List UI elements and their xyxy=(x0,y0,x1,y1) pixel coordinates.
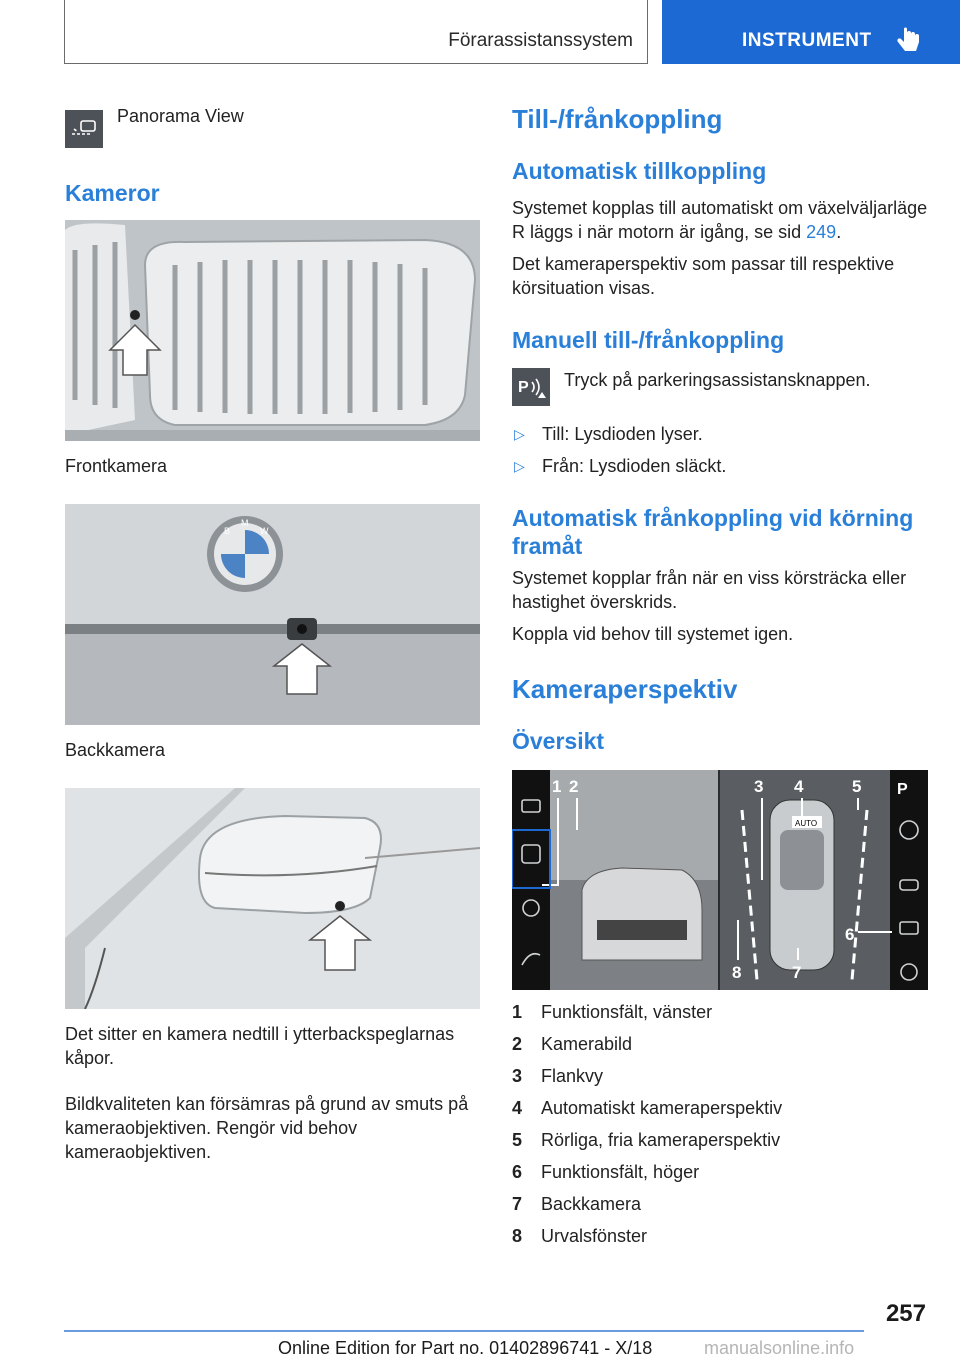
screen-p-label: P xyxy=(897,781,908,798)
page-number: 257 xyxy=(885,1300,926,1327)
legend-row xyxy=(512,1066,928,1098)
footer-divider xyxy=(64,1330,864,1332)
rear-trunk-illustration xyxy=(65,504,480,725)
header-chapter-tab[interactable] xyxy=(662,0,960,64)
legend-text: Backkamera xyxy=(541,1194,642,1214)
legend-row xyxy=(512,1098,928,1130)
legend-number: 6 xyxy=(512,1162,523,1182)
screen-auto-label: AUTO xyxy=(795,819,818,828)
legend-text: Rörliga, fria kameraperspektiv xyxy=(541,1130,781,1150)
panorama-row xyxy=(65,96,480,148)
side-mirror-illustration xyxy=(65,788,480,1009)
auto-off-paragraph: Systemet kopplar från när en viss körsträcka eller hastighet överskrids. xyxy=(512,568,907,612)
caption-back-camera: Backkamera xyxy=(65,740,166,760)
left-column xyxy=(65,96,480,1162)
legend-text: Funktionsfält, vänster xyxy=(541,1002,713,1022)
front-camera-figure xyxy=(65,220,480,441)
callout-label: 1 xyxy=(552,777,562,796)
callout-label: 4 xyxy=(794,777,804,796)
camera-screen-illustration xyxy=(512,770,928,990)
callout-label: 7 xyxy=(792,963,802,982)
heading-automatisk-tillkoppling: Automatisk tillkoppling xyxy=(512,158,767,184)
back-camera-figure xyxy=(65,504,480,725)
footer-edition: Online Edition for Part no. 01402896741 - X/18 xyxy=(278,1338,653,1358)
caption-front-camera: Frontkamera xyxy=(65,456,168,476)
legend-number: 3 xyxy=(512,1066,523,1086)
bmw-letter: B xyxy=(224,526,231,536)
heading-manuell-koppling: Manuell till-/frånkoppling xyxy=(512,327,785,353)
callout-legend xyxy=(512,1002,928,1258)
heading-till-frankoppling: Till-/frånkoppling xyxy=(512,104,723,134)
legend-row xyxy=(512,1162,928,1194)
bmw-letter: W xyxy=(260,526,269,536)
mirror-camera-figure xyxy=(65,788,480,1009)
legend-text: Urvalsfönster xyxy=(541,1226,648,1246)
heading-kameraperspektiv: Kameraperspektiv xyxy=(512,674,738,704)
callout-label: 2 xyxy=(569,777,579,796)
panorama-view-icon xyxy=(65,110,103,148)
legend-text: Automatiskt kameraperspektiv xyxy=(541,1098,783,1118)
bullet-text: Från: Lysdioden släckt. xyxy=(542,456,727,476)
auto-on-paragraph-2: Det kameraperspektiv som passar till respektive körsituation visas. xyxy=(512,254,895,298)
heading-kameror: Kameror xyxy=(65,180,160,206)
auto-on-paragraph xyxy=(512,196,928,244)
legend-row xyxy=(512,1002,928,1034)
heading-oversikt: Översikt xyxy=(512,728,605,754)
legend-row xyxy=(512,1226,928,1258)
auto-on-text: Systemet kopplas till automatiskt om växelväljarläge R läggs i när motorn är igång, se sid xyxy=(512,198,928,242)
legend-text: Funktionsfält, höger xyxy=(541,1162,700,1182)
page-reference-link[interactable]: 249 xyxy=(806,222,837,242)
mirror-camera-paragraph: Det sitter en kamera nedtill i ytterbackspeglarnas kåpor. xyxy=(65,1024,455,1068)
legend-number: 5 xyxy=(512,1130,523,1150)
legend-row xyxy=(512,1130,928,1162)
panorama-view-label: Panorama View xyxy=(117,106,244,126)
legend-number: 4 xyxy=(512,1098,523,1118)
camera-screen-figure xyxy=(512,770,928,990)
auto-off-paragraph-2: Koppla vid behov till systemet igen. xyxy=(512,624,794,644)
callout-label: 5 xyxy=(852,777,862,796)
legend-number: 2 xyxy=(512,1034,523,1054)
auto-on-text-end: . xyxy=(836,222,842,242)
bullet-item xyxy=(512,454,958,478)
header-section-title: Förarassistanssystem xyxy=(448,30,633,51)
bullet-item xyxy=(512,422,958,446)
legend-number: 7 xyxy=(512,1194,523,1214)
triangle-bullet-icon: ▷ xyxy=(514,458,525,474)
triangle-bullet-icon: ▷ xyxy=(514,426,525,442)
header-chapter-title: INSTRUMENT xyxy=(742,30,872,51)
bmw-letter: M xyxy=(241,518,249,528)
parking-assist-button-icon xyxy=(512,368,550,406)
manual-paragraph: Tryck på parkeringsassistansknappen. xyxy=(564,370,871,390)
legend-text: Flankvy xyxy=(541,1066,604,1086)
legend-text: Kamerabild xyxy=(541,1034,633,1054)
callout-label: 6 xyxy=(845,925,855,944)
watermark: manualsonline.info xyxy=(704,1338,855,1358)
image-quality-paragraph: Bildkvaliteten kan försämras på grund av smuts på kameraobjektiven. Rengör vid behov kameraobjektiven. xyxy=(65,1094,469,1162)
hand-pointer-icon xyxy=(894,26,924,56)
legend-row xyxy=(512,1034,928,1066)
svg-text:P: P xyxy=(518,379,529,396)
front-grille-illustration xyxy=(65,220,480,441)
bullet-text: Till: Lysdioden lyser. xyxy=(542,424,703,444)
legend-number: 1 xyxy=(512,1002,523,1022)
callout-label: 8 xyxy=(732,963,742,982)
legend-number: 8 xyxy=(512,1226,523,1246)
heading-automatisk-frankoppling: Automatisk frånkoppling vid körning framåt xyxy=(512,505,914,559)
callout-label: 3 xyxy=(754,777,764,796)
header-section-box xyxy=(64,0,648,64)
legend-row xyxy=(512,1194,928,1226)
